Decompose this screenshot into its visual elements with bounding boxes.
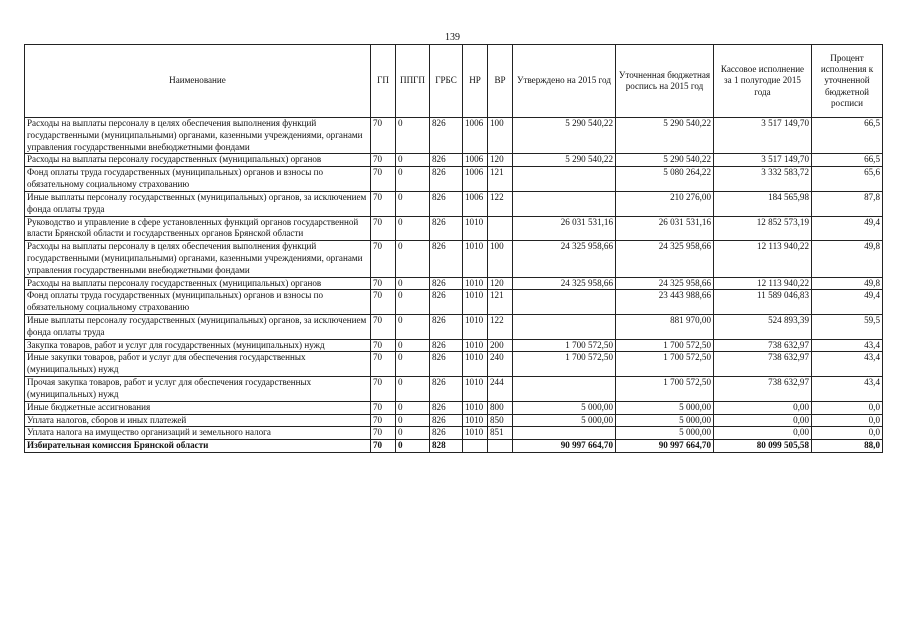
cell-grbs: 826: [430, 167, 463, 192]
cell-revised: 90 997 664,70: [616, 440, 714, 453]
cell-vr: 200: [488, 339, 513, 352]
cell-gp: 70: [371, 352, 396, 377]
cell-percent: 59,5: [812, 315, 883, 340]
table-row: [25, 154, 883, 167]
cell-nr: 1006: [463, 167, 488, 192]
cell-revised: 23 443 988,66: [616, 290, 714, 315]
cell-nr: 1010: [463, 241, 488, 277]
cell-nr: 1010: [463, 290, 488, 315]
cell-grbs: 826: [430, 339, 463, 352]
cell-vr: 850: [488, 414, 513, 427]
cell-approved: 24 325 958,66: [513, 277, 616, 290]
header-percent: Процент исполнения к уточненной бюджетной росписи: [812, 45, 883, 118]
cell-revised: 5 000,00: [616, 427, 714, 440]
cell-cash: 3 332 583,72: [714, 167, 812, 192]
table-body: [25, 118, 883, 453]
cell-grbs: 826: [430, 241, 463, 277]
cell-gp: 70: [371, 339, 396, 352]
header-approved: Утверждено на 2015 год: [513, 45, 616, 118]
cell-nr: 1010: [463, 339, 488, 352]
cell-gp: 70: [371, 315, 396, 340]
cell-nr: [463, 440, 488, 453]
cell-vr: 121: [488, 290, 513, 315]
cell-nr: 1010: [463, 414, 488, 427]
header-nr: НР: [463, 45, 488, 118]
header-name: Наименование: [25, 45, 371, 118]
cell-approved: 1 700 572,50: [513, 339, 616, 352]
cell-gp: 70: [371, 401, 396, 414]
cell-approved: 5 290 540,22: [513, 118, 616, 154]
cell-name: Фонд оплаты труда государственных (муниципальных) органов и взносы по обязательному социальному страхованию: [25, 290, 371, 315]
cell-name: Уплата налогов, сборов и иных платежей: [25, 414, 371, 427]
cell-grbs: 826: [430, 191, 463, 216]
cell-vr: 122: [488, 191, 513, 216]
cell-cash: 738 632,97: [714, 339, 812, 352]
table-row: [25, 167, 883, 192]
cell-name: Расходы на выплаты персоналу в целях обеспечения выполнения функций государственными (муниципальными) органами, казенными учреждениями, органами управления государственными внебюджетными фондами: [25, 241, 371, 277]
cell-percent: 43,4: [812, 377, 883, 402]
cell-vr: 240: [488, 352, 513, 377]
cell-revised: 5 000,00: [616, 414, 714, 427]
header-vr: ВР: [488, 45, 513, 118]
cell-name: Иные закупки товаров, работ и услуг для обеспечения государственных (муниципальных) нужд: [25, 352, 371, 377]
cell-ppgp: 0: [396, 241, 430, 277]
cell-ppgp: 0: [396, 414, 430, 427]
cell-percent: 49,4: [812, 216, 883, 241]
cell-name: Расходы на выплаты персоналу государственных (муниципальных) органов: [25, 154, 371, 167]
cell-percent: 66,5: [812, 118, 883, 154]
table-row: [25, 339, 883, 352]
cell-percent: 66,5: [812, 154, 883, 167]
cell-cash: 738 632,97: [714, 377, 812, 402]
table-row: [25, 440, 883, 453]
cell-revised: 1 700 572,50: [616, 339, 714, 352]
cell-grbs: 826: [430, 118, 463, 154]
cell-vr: 100: [488, 241, 513, 277]
cell-gp: 70: [371, 377, 396, 402]
cell-cash: 12 113 940,22: [714, 277, 812, 290]
cell-approved: [513, 377, 616, 402]
table-row: [25, 352, 883, 377]
cell-ppgp: 0: [396, 216, 430, 241]
cell-gp: 70: [371, 216, 396, 241]
cell-name: Иные выплаты персоналу государственных (муниципальных) органов, за исключением фонда оплаты труда: [25, 315, 371, 340]
cell-gp: 70: [371, 241, 396, 277]
page-number: 139: [445, 32, 460, 43]
table-header-row: [25, 45, 883, 118]
table-row: [25, 377, 883, 402]
cell-cash: 0,00: [714, 401, 812, 414]
cell-grbs: 826: [430, 377, 463, 402]
cell-percent: 0,0: [812, 401, 883, 414]
cell-name: Фонд оплаты труда государственных (муниципальных) органов и взносы по обязательному социальному страхованию: [25, 167, 371, 192]
table-row: [25, 216, 883, 241]
cell-vr: [488, 216, 513, 241]
cell-revised: 5 290 540,22: [616, 154, 714, 167]
cell-percent: 65,6: [812, 167, 883, 192]
header-cash: Кассовое исполнение за 1 полугодие 2015 года: [714, 45, 812, 118]
cell-ppgp: 0: [396, 315, 430, 340]
cell-percent: 87,8: [812, 191, 883, 216]
cell-gp: 70: [371, 154, 396, 167]
cell-vr: 122: [488, 315, 513, 340]
cell-vr: 244: [488, 377, 513, 402]
cell-percent: 49,8: [812, 277, 883, 290]
cell-ppgp: 0: [396, 167, 430, 192]
cell-nr: 1010: [463, 401, 488, 414]
cell-approved: 1 700 572,50: [513, 352, 616, 377]
cell-gp: 70: [371, 277, 396, 290]
cell-nr: 1006: [463, 191, 488, 216]
cell-percent: 43,4: [812, 352, 883, 377]
header-revised: Уточненная бюджетная роспись на 2015 год: [616, 45, 714, 118]
cell-revised: 5 080 264,22: [616, 167, 714, 192]
cell-name: Уплата налога на имущество организаций и земельного налога: [25, 427, 371, 440]
cell-grbs: 826: [430, 216, 463, 241]
cell-approved: 5 000,00: [513, 414, 616, 427]
cell-grbs: 826: [430, 414, 463, 427]
cell-cash: 0,00: [714, 414, 812, 427]
table-row: [25, 315, 883, 340]
table-row: [25, 241, 883, 277]
cell-cash: 11 589 046,83: [714, 290, 812, 315]
cell-vr: 851: [488, 427, 513, 440]
cell-vr: 800: [488, 401, 513, 414]
cell-cash: 3 517 149,70: [714, 118, 812, 154]
cell-percent: 49,4: [812, 290, 883, 315]
cell-name: Иные выплаты персоналу государственных (муниципальных) органов, за исключением фонда оплаты труда: [25, 191, 371, 216]
cell-grbs: 826: [430, 401, 463, 414]
cell-name: Иные бюджетные ассигнования: [25, 401, 371, 414]
cell-name: Расходы на выплаты персоналу государственных (муниципальных) органов: [25, 277, 371, 290]
cell-gp: 70: [371, 118, 396, 154]
cell-name: Прочая закупка товаров, работ и услуг для обеспечения государственных (муниципальных) нужд: [25, 377, 371, 402]
cell-vr: [488, 440, 513, 453]
cell-nr: 1010: [463, 315, 488, 340]
table-row: [25, 191, 883, 216]
cell-vr: 100: [488, 118, 513, 154]
cell-revised: 1 700 572,50: [616, 352, 714, 377]
cell-cash: 80 099 505,58: [714, 440, 812, 453]
cell-approved: 24 325 958,66: [513, 241, 616, 277]
header-gp: ГП: [371, 45, 396, 118]
cell-vr: 121: [488, 167, 513, 192]
budget-execution-table: [24, 44, 883, 453]
cell-percent: 88,0: [812, 440, 883, 453]
cell-nr: 1010: [463, 277, 488, 290]
cell-gp: 70: [371, 290, 396, 315]
cell-percent: 0,0: [812, 414, 883, 427]
cell-ppgp: 0: [396, 401, 430, 414]
cell-approved: [513, 191, 616, 216]
cell-grbs: 826: [430, 352, 463, 377]
cell-grbs: 826: [430, 290, 463, 315]
cell-grbs: 826: [430, 427, 463, 440]
cell-cash: 3 517 149,70: [714, 154, 812, 167]
cell-nr: 1010: [463, 352, 488, 377]
cell-ppgp: 0: [396, 339, 430, 352]
cell-percent: 0,0: [812, 427, 883, 440]
cell-ppgp: 0: [396, 277, 430, 290]
cell-vr: 120: [488, 154, 513, 167]
cell-revised: 24 325 958,66: [616, 277, 714, 290]
cell-vr: 120: [488, 277, 513, 290]
cell-percent: 49,8: [812, 241, 883, 277]
cell-cash: 738 632,97: [714, 352, 812, 377]
cell-nr: 1006: [463, 118, 488, 154]
cell-grbs: 828: [430, 440, 463, 453]
cell-revised: 26 031 531,16: [616, 216, 714, 241]
cell-approved: 5 000,00: [513, 401, 616, 414]
cell-gp: 70: [371, 414, 396, 427]
cell-name: Расходы на выплаты персоналу в целях обеспечения выполнения функций государственными (муниципальными) органами, казенными учреждениями, органами управления государственными внебюджетными фондами: [25, 118, 371, 154]
cell-approved: [513, 315, 616, 340]
cell-ppgp: 0: [396, 154, 430, 167]
cell-ppgp: 0: [396, 377, 430, 402]
header-grbs: ГРБС: [430, 45, 463, 118]
cell-ppgp: 0: [396, 191, 430, 216]
cell-revised: 24 325 958,66: [616, 241, 714, 277]
cell-cash: 524 893,39: [714, 315, 812, 340]
cell-gp: 70: [371, 427, 396, 440]
cell-ppgp: 0: [396, 118, 430, 154]
cell-cash: 184 565,98: [714, 191, 812, 216]
cell-revised: 5 290 540,22: [616, 118, 714, 154]
table-row: [25, 401, 883, 414]
cell-approved: [513, 427, 616, 440]
cell-nr: 1006: [463, 154, 488, 167]
cell-ppgp: 0: [396, 440, 430, 453]
cell-gp: 70: [371, 167, 396, 192]
cell-revised: 5 000,00: [616, 401, 714, 414]
cell-nr: 1010: [463, 427, 488, 440]
cell-grbs: 826: [430, 315, 463, 340]
cell-ppgp: 0: [396, 427, 430, 440]
cell-revised: 210 276,00: [616, 191, 714, 216]
cell-gp: 70: [371, 440, 396, 453]
cell-cash: 12 113 940,22: [714, 241, 812, 277]
cell-approved: 90 997 664,70: [513, 440, 616, 453]
table-row: [25, 414, 883, 427]
cell-grbs: 826: [430, 154, 463, 167]
cell-name: Закупка товаров, работ и услуг для государственных (муниципальных) нужд: [25, 339, 371, 352]
cell-grbs: 826: [430, 277, 463, 290]
cell-approved: [513, 290, 616, 315]
header-ppgp: ППГП: [396, 45, 430, 118]
cell-approved: 5 290 540,22: [513, 154, 616, 167]
cell-nr: 1010: [463, 216, 488, 241]
cell-revised: 881 970,00: [616, 315, 714, 340]
table-row: [25, 118, 883, 154]
cell-cash: 12 852 573,19: [714, 216, 812, 241]
cell-name: Руководство и управление в сфере установленных функций органов государственной власти Брянской области и государственных органов Брянской области: [25, 216, 371, 241]
table-row: [25, 427, 883, 440]
cell-ppgp: 0: [396, 352, 430, 377]
cell-approved: [513, 167, 616, 192]
table-row: [25, 290, 883, 315]
cell-gp: 70: [371, 191, 396, 216]
cell-percent: 43,4: [812, 339, 883, 352]
cell-approved: 26 031 531,16: [513, 216, 616, 241]
cell-cash: 0,00: [714, 427, 812, 440]
cell-revised: 1 700 572,50: [616, 377, 714, 402]
table-row: [25, 277, 883, 290]
cell-nr: 1010: [463, 377, 488, 402]
cell-name: Избирательная комиссия Брянской области: [25, 440, 371, 453]
cell-ppgp: 0: [396, 290, 430, 315]
